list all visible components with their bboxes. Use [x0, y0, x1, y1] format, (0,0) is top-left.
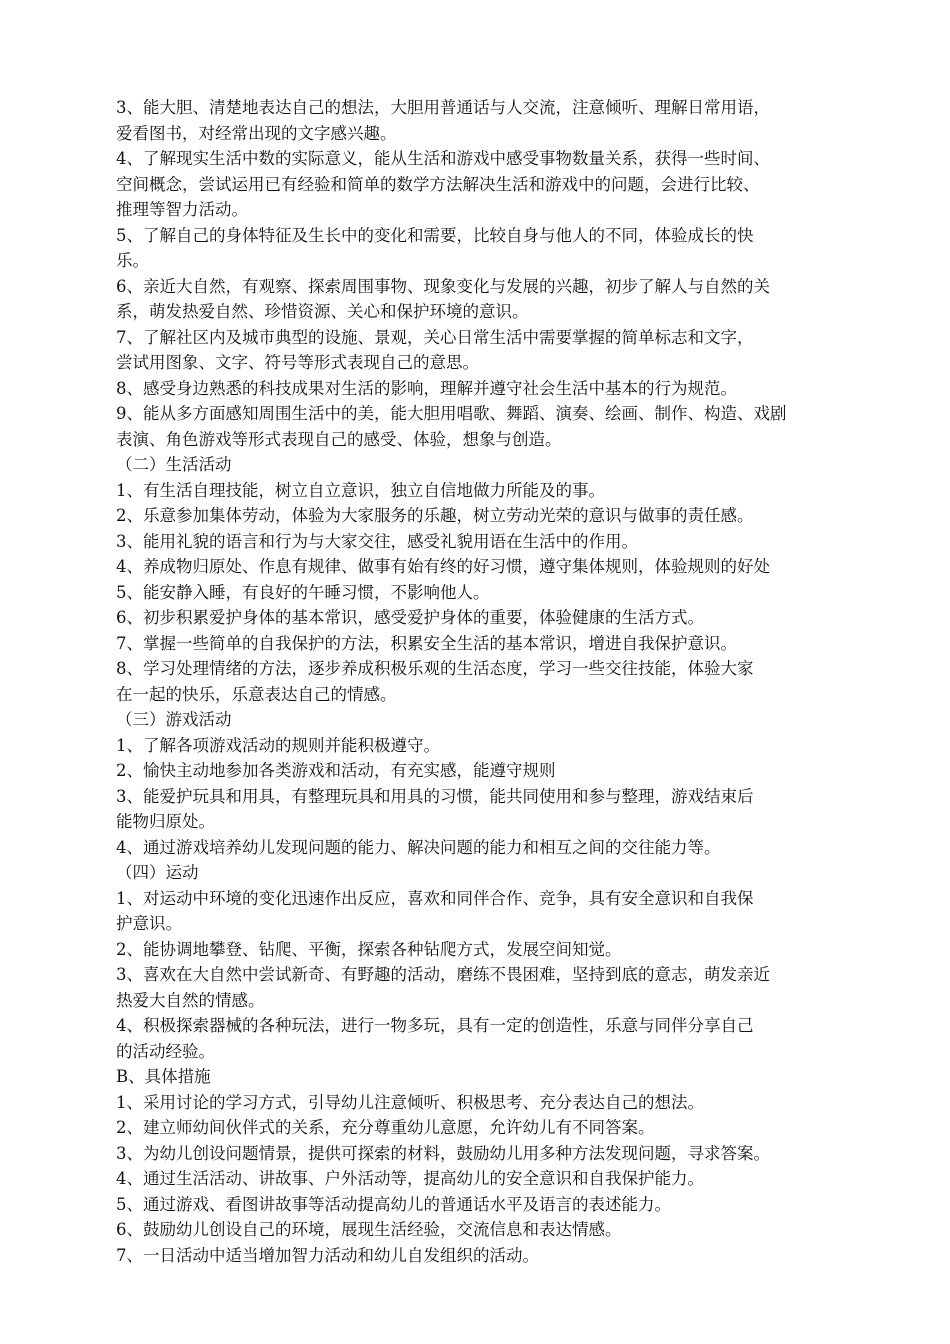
text-line: 4、了解现实生活中数的实际意义，能从生活和游戏中感受事物数量关系，获得一些时间、: [116, 149, 770, 168]
text-line: （三）游戏活动: [116, 710, 232, 729]
paragraph: [116, 274, 840, 325]
text-line: （四）运动: [116, 863, 199, 882]
text-line: 空间概念，尝试运用已有经验和简单的数学方法解决生活和游戏中的问题，会进行比较、: [116, 174, 760, 194]
text-line: 3、为幼儿创设问题情景，提供可探索的材料，鼓励幼儿用多种方法发现问题，寻求答案。: [116, 1143, 770, 1163]
paragraph: [116, 886, 840, 937]
text-line: 表演、角色游戏等形式表现自己的感受、体验，想象与创造。: [116, 429, 562, 449]
paragraph: [116, 1013, 840, 1064]
paragraph: [116, 1166, 840, 1192]
text-line: 2、能协调地攀登、钻爬、平衡，探索各种钻爬方式，发展空间知觉。: [116, 939, 622, 959]
paragraph: [116, 95, 840, 146]
paragraph: [116, 376, 840, 402]
text-line: 6、亲近大自然，有观察、探索周围事物、现象变化与发展的兴趣，初步了解人与自然的关: [116, 276, 770, 296]
text-line: 3、能大胆、清楚地表达自己的想法，大胆用普通话与人交流，注意倾听、理解日常用语，: [116, 98, 770, 117]
paragraph: [116, 146, 840, 223]
paragraph: [116, 835, 840, 861]
text-line: 3、能爱护玩具和用具，有整理玩具和用具的习惯，能共同使用和参与整理，游戏结束后: [116, 786, 754, 806]
paragraph: [116, 223, 840, 274]
text-line: 推理等智力活动。: [116, 200, 248, 219]
paragraph: [116, 1192, 840, 1218]
text-line: 在一起的快乐，乐意表达自己的情感。: [116, 684, 397, 704]
paragraph: [116, 656, 840, 707]
text-line: 尝试用图象、文字、符号等形式表现自己的意思。: [116, 353, 479, 372]
text-line: 能物归原处。: [116, 812, 215, 831]
paragraph: [116, 860, 840, 886]
paragraph: [116, 1090, 840, 1116]
text-line: 的活动经验。: [116, 1041, 215, 1061]
text-line: 3、喜欢在大自然中尝试新奇、有野趣的活动，磨练不畏困难，坚持到底的意志，萌发亲近: [116, 965, 770, 984]
text-line: 1、了解各项游戏活动的规则并能积极遵守。: [116, 735, 440, 755]
text-line: 8、学习处理情绪的方法，逐步养成积极乐观的生活态度，学习一些交往技能，体验大家: [116, 659, 754, 678]
text-line: 4、积极探索器械的各种玩法，进行一物多玩，具有一定的创造性，乐意与同伴分享自己: [116, 1016, 754, 1035]
text-line: 2、乐意参加集体劳动，体验为大家服务的乐趣，树立劳动光荣的意识与做事的责任感。: [116, 506, 754, 525]
text-line: 7、了解社区内及城市典型的设施、景观，关心日常生活中需要掌握的简单标志和文字，: [116, 327, 754, 347]
document-body: [116, 95, 840, 1268]
paragraph: [116, 1217, 840, 1243]
text-line: 热爱大自然的情感。: [116, 990, 265, 1010]
paragraph: [116, 580, 840, 606]
text-line: 1、对运动中环境的变化迅速作出反应，喜欢和同伴合作、竞争，具有安全意识和自我保: [116, 888, 754, 908]
text-line: 1、采用讨论的学习方式，引导幼儿注意倾听、积极思考、充分表达自己的想法。: [116, 1092, 704, 1112]
paragraph: [116, 962, 840, 1013]
paragraph: [116, 733, 840, 759]
text-line: 6、鼓励幼儿创设自己的环境，展现生活经验，交流信息和表达情感。: [116, 1220, 622, 1239]
text-line: 7、掌握一些简单的自我保护的方法，积累安全生活的基本常识，增进自我保护意识。: [116, 633, 737, 653]
paragraph: [116, 529, 840, 555]
text-line: 5、能安静入睡，有良好的午睡习惯，不影响他人。: [116, 582, 490, 602]
text-line: 5、通过游戏、看图讲故事等活动提高幼儿的普通话水平及语言的表述能力。: [116, 1194, 671, 1214]
text-line: 2、建立师幼间伙伴式的关系，充分尊重幼儿意愿，允许幼儿有不同答案。: [116, 1118, 655, 1137]
text-line: 3、能用礼貌的语言和行为与大家交往，感受礼貌用语在生活中的作用。: [116, 531, 638, 551]
text-line: 系，萌发热爱自然、珍惜资源、关心和保护环境的意识。: [116, 302, 529, 321]
text-line: 2、愉快主动地参加各类游戏和活动，有充实感，能遵守规则: [116, 761, 556, 780]
paragraph: [116, 1064, 840, 1090]
text-line: 6、初步积累爱护身体的基本常识，感受爱护身体的重要，体验健康的生活方式。: [116, 608, 704, 627]
text-line: 5、了解自己的身体特征及生长中的变化和需要，比较自身与他人的不同，体验成长的快: [116, 225, 754, 245]
paragraph: [116, 1141, 840, 1167]
paragraph: [116, 937, 840, 963]
paragraph: [116, 605, 840, 631]
text-line: 4、养成物归原处、作息有规律、做事有始有终的好习惯，遵守集体规则，体验规则的好处: [116, 557, 770, 576]
text-line: 护意识。: [116, 914, 182, 933]
paragraph: [116, 325, 840, 376]
paragraph: [116, 452, 840, 478]
paragraph: [116, 707, 840, 733]
text-line: 4、通过生活活动、讲故事、户外活动等，提高幼儿的安全意识和自我保护能力。: [116, 1169, 704, 1188]
paragraph: [116, 631, 840, 657]
text-line: 爱看图书，对经常出现的文字感兴趣。: [116, 123, 397, 143]
paragraph: [116, 401, 840, 452]
paragraph: [116, 503, 840, 529]
text-line: 9、能从多方面感知周围生活中的美，能大胆用唱歌、舞蹈、演奏、绘画、制作、构造、戏剧: [116, 404, 787, 423]
text-line: （二）生活活动: [116, 455, 232, 474]
paragraph: [116, 758, 840, 784]
text-line: 8、感受身边熟悉的科技成果对生活的影响，理解并遵守社会生活中基本的行为规范。: [116, 378, 737, 398]
paragraph: [116, 1243, 840, 1269]
text-line: 4、通过游戏培养幼儿发现问题的能力、解决问题的能力和相互之间的交往能力等。: [116, 837, 721, 857]
text-line: B、具体措施: [116, 1067, 211, 1086]
text-line: 7、一日活动中适当增加智力活动和幼儿自发组织的活动。: [116, 1245, 539, 1265]
text-line: 1、有生活自理技能，树立自立意识，独立自信地做力所能及的事。: [116, 480, 605, 500]
paragraph: [116, 554, 840, 580]
paragraph: [116, 1115, 840, 1141]
paragraph: [116, 784, 840, 835]
paragraph: [116, 478, 840, 504]
text-line: 乐。: [116, 251, 149, 270]
